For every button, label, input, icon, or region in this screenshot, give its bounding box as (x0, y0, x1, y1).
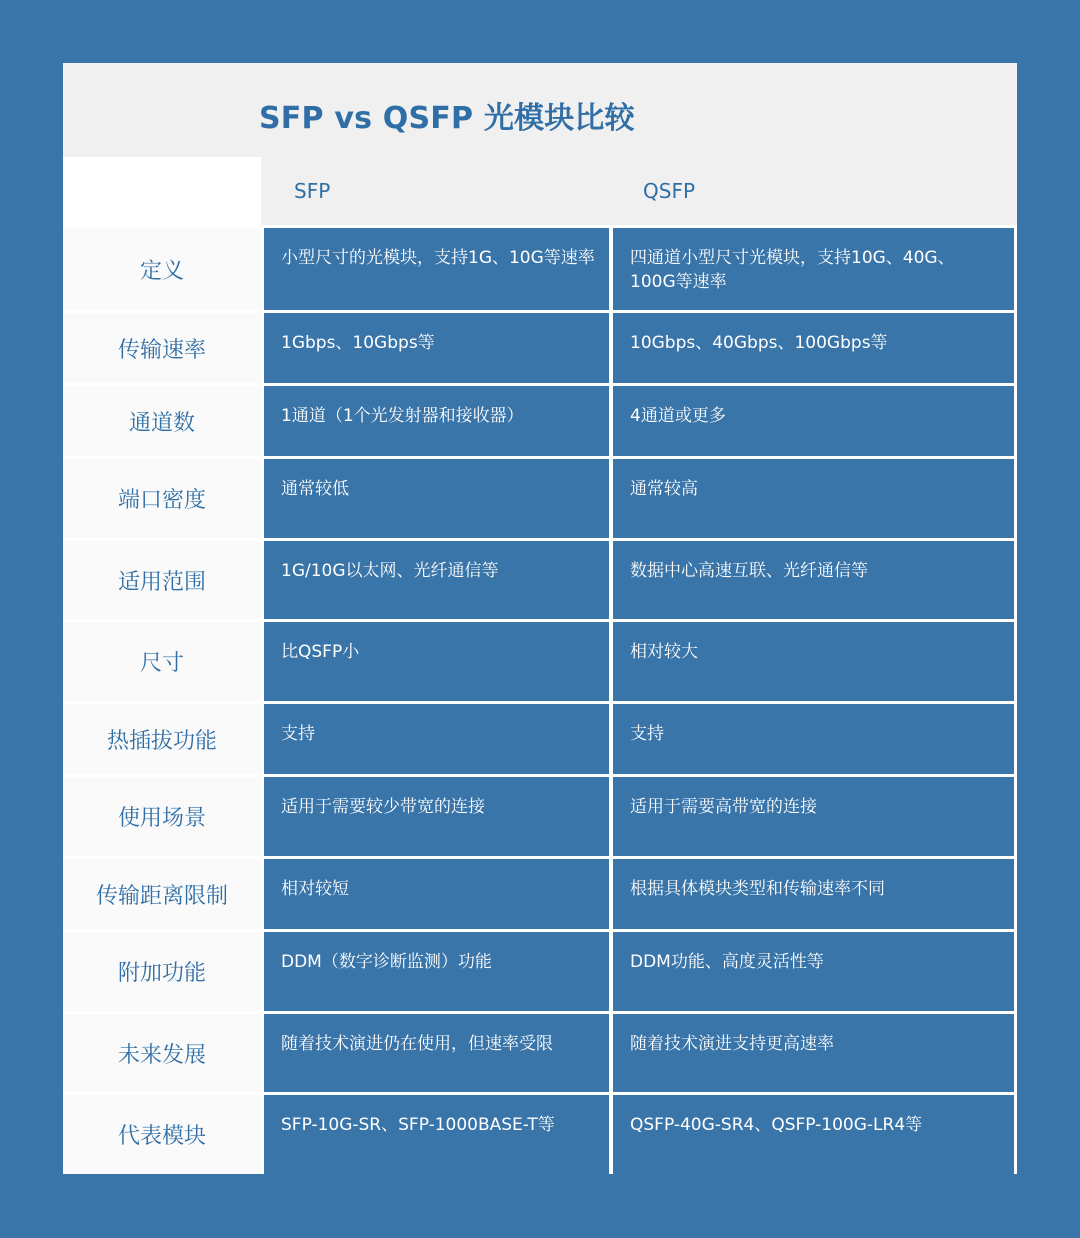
table-row (63, 538, 1017, 619)
table-body (63, 225, 1017, 1174)
header-blank-cell (63, 157, 261, 225)
table-row (63, 1011, 1017, 1092)
sfp-cell: DDM（数字诊断监测）功能 (264, 932, 609, 1011)
sfp-cell: 1通道（1个光发射器和接收器） (264, 386, 609, 456)
row-label: 通道数 (63, 386, 261, 456)
row-label: 附加功能 (63, 932, 261, 1011)
row-label: 端口密度 (63, 459, 261, 538)
table-header (63, 157, 1017, 225)
column-header-qsfp: QSFP (611, 157, 1017, 225)
table-row (63, 456, 1017, 538)
table-row (63, 383, 1017, 456)
table-row (63, 310, 1017, 383)
qsfp-cell: 数据中心高速互联、光纤通信等 (613, 541, 1014, 619)
comparison-card (63, 63, 1017, 1174)
row-label: 传输速率 (63, 313, 261, 383)
table-right-border (1014, 225, 1017, 1174)
row-label: 适用范围 (63, 541, 261, 619)
page-title: SFP vs QSFP 光模块比较 (259, 101, 635, 136)
qsfp-cell: 10Gbps、40Gbps、100Gbps等 (613, 313, 1014, 383)
sfp-cell: 1G/10G以太网、光纤通信等 (264, 541, 609, 619)
qsfp-cell: DDM功能、高度灵活性等 (613, 932, 1014, 1011)
table-row (63, 774, 1017, 856)
sfp-cell: 适用于需要较少带宽的连接 (264, 777, 609, 856)
sfp-cell: 通常较低 (264, 459, 609, 538)
column-header-sfp: SFP (261, 157, 611, 225)
qsfp-cell: 四通道小型尺寸光模块，支持10G、40G、100G等速率 (613, 228, 1014, 310)
row-label: 未来发展 (63, 1014, 261, 1092)
row-label: 代表模块 (63, 1095, 261, 1174)
qsfp-cell: 4通道或更多 (613, 386, 1014, 456)
qsfp-cell: QSFP-40G-SR4、QSFP-100G-LR4等 (613, 1095, 1014, 1174)
sfp-cell: 小型尺寸的光模块，支持1G、10G等速率 (264, 228, 609, 310)
row-label: 传输距离限制 (63, 859, 261, 929)
table-row (63, 1092, 1017, 1174)
qsfp-cell: 通常较高 (613, 459, 1014, 538)
qsfp-cell: 支持 (613, 704, 1014, 774)
sfp-cell: 比QSFP小 (264, 622, 609, 701)
table-row (63, 856, 1017, 929)
table-row (63, 619, 1017, 701)
row-label: 使用场景 (63, 777, 261, 856)
row-label: 尺寸 (63, 622, 261, 701)
row-label: 定义 (63, 228, 261, 310)
sfp-cell: 相对较短 (264, 859, 609, 929)
title-bar (63, 63, 1017, 157)
sfp-cell: 支持 (264, 704, 609, 774)
sfp-cell: 1Gbps、10Gbps等 (264, 313, 609, 383)
qsfp-cell: 随着技术演进支持更高速率 (613, 1014, 1014, 1092)
qsfp-cell: 根据具体模块类型和传输速率不同 (613, 859, 1014, 929)
sfp-cell: 随着技术演进仍在使用，但速率受限 (264, 1014, 609, 1092)
qsfp-cell: 相对较大 (613, 622, 1014, 701)
row-label: 热插拔功能 (63, 704, 261, 774)
table-row (63, 701, 1017, 774)
table-row (63, 225, 1017, 310)
sfp-cell: SFP-10G-SR、SFP-1000BASE-T等 (264, 1095, 609, 1174)
table-row (63, 929, 1017, 1011)
qsfp-cell: 适用于需要高带宽的连接 (613, 777, 1014, 856)
